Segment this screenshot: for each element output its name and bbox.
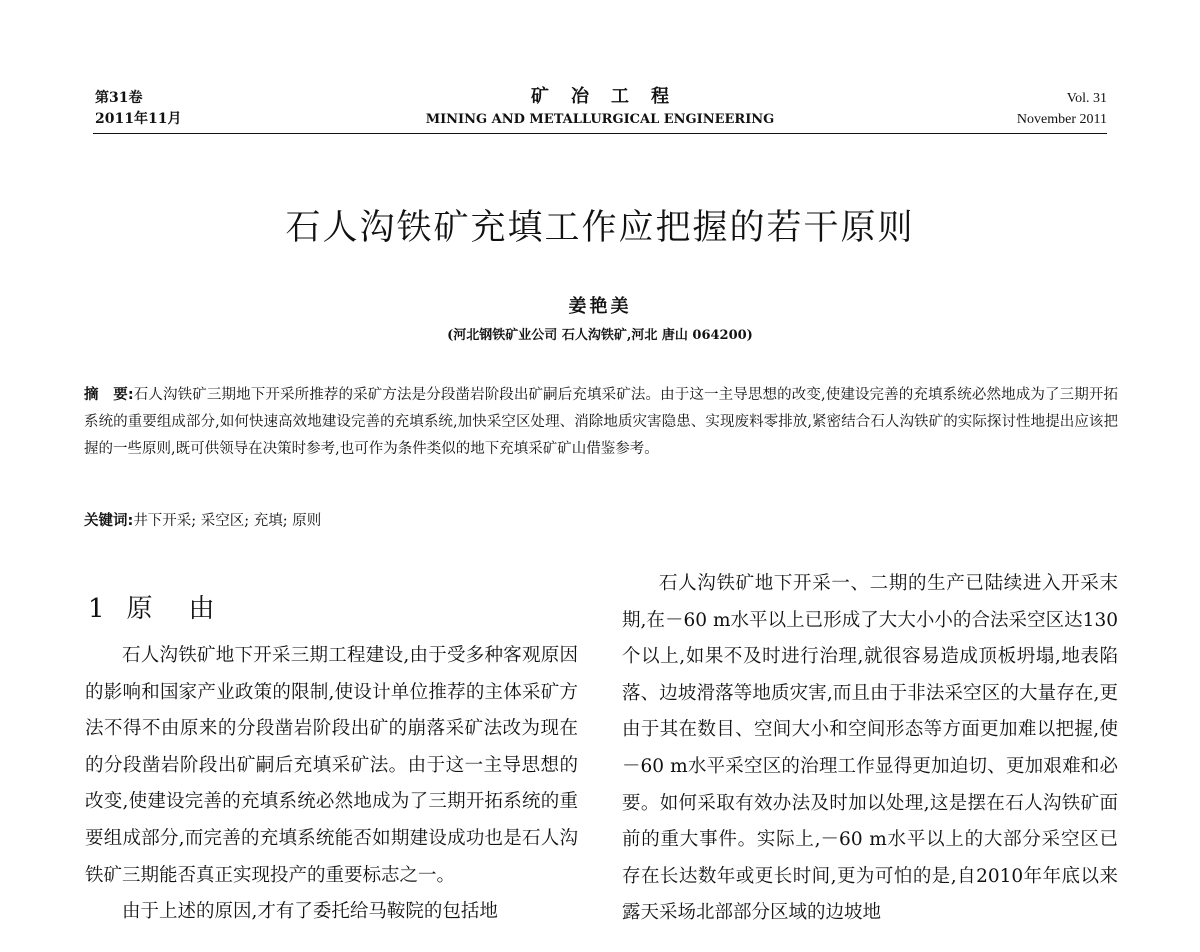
author-name: 姜艳美 xyxy=(568,296,632,317)
paragraph: 石人沟铁矿地下开采三期工程建设,由于受多种客观原因的影响和国家产业政策的限制,使设计单位推荐的主体采矿方法不得不由原来的分段凿岩阶段出矿的崩落采矿法改为现在的分段凿岩阶段出矿嗣后充填采矿法。由于这一主导思想的改变,使建设完善的充填系统必然地成为了三期开拓系统的重要组成部分,而完善的充填系统能否如期建设成功也是石人沟铁矿三期能否真正实现投产的重要标志之一。 xyxy=(85,645,578,886)
body-column-left xyxy=(85,638,578,931)
keywords-text: 井下开采; 采空区; 充填; 原则 xyxy=(133,513,322,529)
article-title: 石人沟铁矿充填工作应把握的若干原则 xyxy=(285,208,915,248)
paragraph: 石人沟铁矿地下开采一、二期的生产已陆续进入开采末期,在－60 m水平以上已形成了大大小小的合法采空区达130个以上,如果不及时进行治理,就很容易造成顶板坍塌,地表陷落、边坡滑落等地质灾害,而且由于非法采空区的大量存在,更由于其在数目、空间大小和空间形态等方面更加难以把握,使－60 m水平采空区的治理工作显得更加迫切、更加艰难和必要。如何采取有效办法及时加以处理,这是摆在石人沟铁矿面前的重大事件。实际上,－60 m水平以上的大部分采空区已存在长达数年或更长时间,更为可怕的是,自2010年年底以来露天采场北部部分区域的边坡地 xyxy=(622,573,1118,924)
paragraph: 由于上述的原因,才有了委托给马鞍院的包括地 xyxy=(122,901,498,923)
running-header-right xyxy=(1017,88,1107,130)
date-cn: 2011年11月 xyxy=(95,111,182,127)
abstract-text: 石人沟铁矿三期地下开采所推荐的采矿方法是分段凿岩阶段出矿嗣后充填采矿法。由于这一主导思想的改变,使建设完善的充填系统必然地成为了三期开拓系统的重要组成部分,如何快速高效地建设完善的充填系统,加快采空区处理、消除地质灾害隐患、实现废料零排放,紧密结合石人沟铁矿的实际探讨性地提出应该把握的一些原则,既可供领导在决策时参考,也可作为条件类似的地下充填采矿矿山借鉴参考。 xyxy=(84,387,1118,457)
volume-en: Vol. 31 xyxy=(1066,91,1107,106)
date-en: November 2011 xyxy=(1016,112,1107,127)
section-title: 原由 xyxy=(126,594,251,624)
header-rule xyxy=(93,133,1107,134)
keywords-label: 关键词: xyxy=(84,513,134,529)
running-header-center xyxy=(400,86,800,130)
abstract-label: 摘 要: xyxy=(84,387,134,403)
running-header-left xyxy=(95,88,181,130)
section-heading xyxy=(88,588,251,625)
section-number: 1 xyxy=(88,594,105,624)
journal-name-en: MINING AND METALLURGICAL ENGINEERING xyxy=(425,112,775,127)
abstract xyxy=(84,382,1118,463)
author-affiliation: (河北钢铁矿业公司 石人沟铁矿,河北 唐山 064200) xyxy=(447,328,753,343)
body-column-right xyxy=(622,566,1118,932)
keywords xyxy=(84,508,1118,535)
journal-name-cn: 矿冶工程 xyxy=(531,86,691,107)
volume-cn: 第31卷 xyxy=(95,90,143,106)
